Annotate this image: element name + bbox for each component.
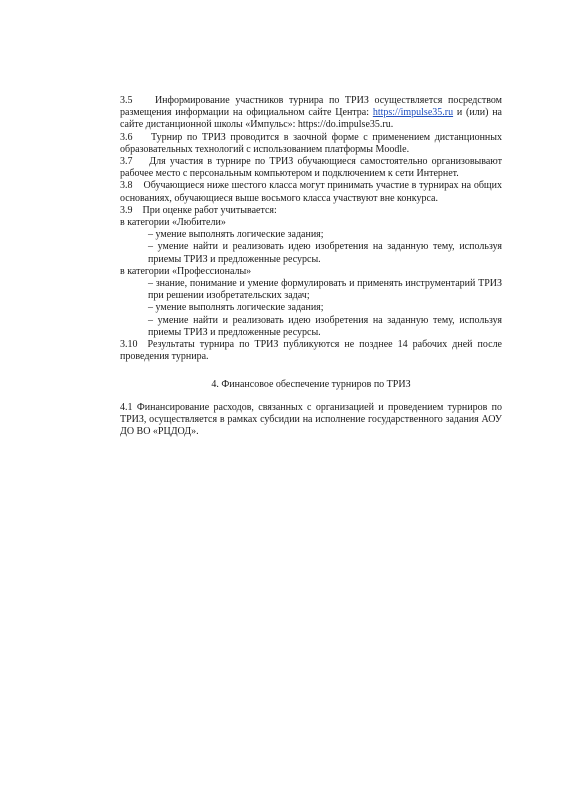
section-4-heading: 4. Финансовое обеспечение турниров по ТРИЗ <box>211 379 411 391</box>
paragraph-4-1: 4.1 Финансирование расходов, связанных с организацией и проведением турниров по ТРИЗ, осуществляется в рамках субсидии на исполнение государственного задания АОУ ДО ВО «РЦДОД». <box>120 401 502 438</box>
professionals-criterion: – умение выполнять логические задания; <box>148 302 324 314</box>
category-amateurs-label: в категории «Любители» <box>120 217 226 229</box>
amateurs-criterion: – умение выполнять логические задания; <box>148 229 324 241</box>
paragraph-3-5-text-end: и (или) на сайте дистанционной школы «Импульс»: https://do.impulse35.ru. <box>120 107 502 131</box>
professionals-criterion: – знание, понимание и умение формулировать и применять инструментарий ТРИЗ при решении изобретательских задач; <box>148 278 502 302</box>
paragraph-3-5 <box>120 95 502 132</box>
paragraph-3-8: 3.8 Обучающиеся ниже шестого класса могут принимать участие в турнирах на общих основаниях, обучающиеся выше восьмого класса участвуют вне конкурса. <box>120 180 502 204</box>
paragraph-3-6: 3.6 Турнир по ТРИЗ проводится в заочной форме с применением дистанционных образовательных технологий с использованием платформы Moodle. <box>120 131 502 155</box>
document-body <box>120 95 502 438</box>
paragraph-3-10: 3.10 Результаты турнира по ТРИЗ публикуются не позднее 14 рабочих дней после проведения турнира. <box>120 339 502 363</box>
impulse35-link[interactable]: https://impulse35.ru <box>372 107 454 119</box>
paragraph-3-7: 3.7 Для участия в турнире по ТРИЗ обучающиеся самостоятельно организовывают рабочее место с персональным компьютером и подключением к сети Интернет. <box>120 156 502 180</box>
paragraph-3-9: 3.9 При оценке работ учитывается: <box>120 204 277 216</box>
paragraph-3-5-text: 3.5 Информирование участников турнира по ТРИЗ осуществляется посредством размещения информации на официальном сайте Центра: <box>120 95 502 119</box>
amateurs-criterion: – умение найти и реализовать идею изобретения на заданную тему, используя приемы ТРИЗ и предложенные ресурсы. <box>148 241 502 265</box>
professionals-criterion: – умение найти и реализовать идею изобретения на заданную тему, используя приемы ТРИЗ и предложенные ресурсы. <box>148 314 502 338</box>
category-professionals-label: в категории «Профессионалы» <box>120 265 252 277</box>
